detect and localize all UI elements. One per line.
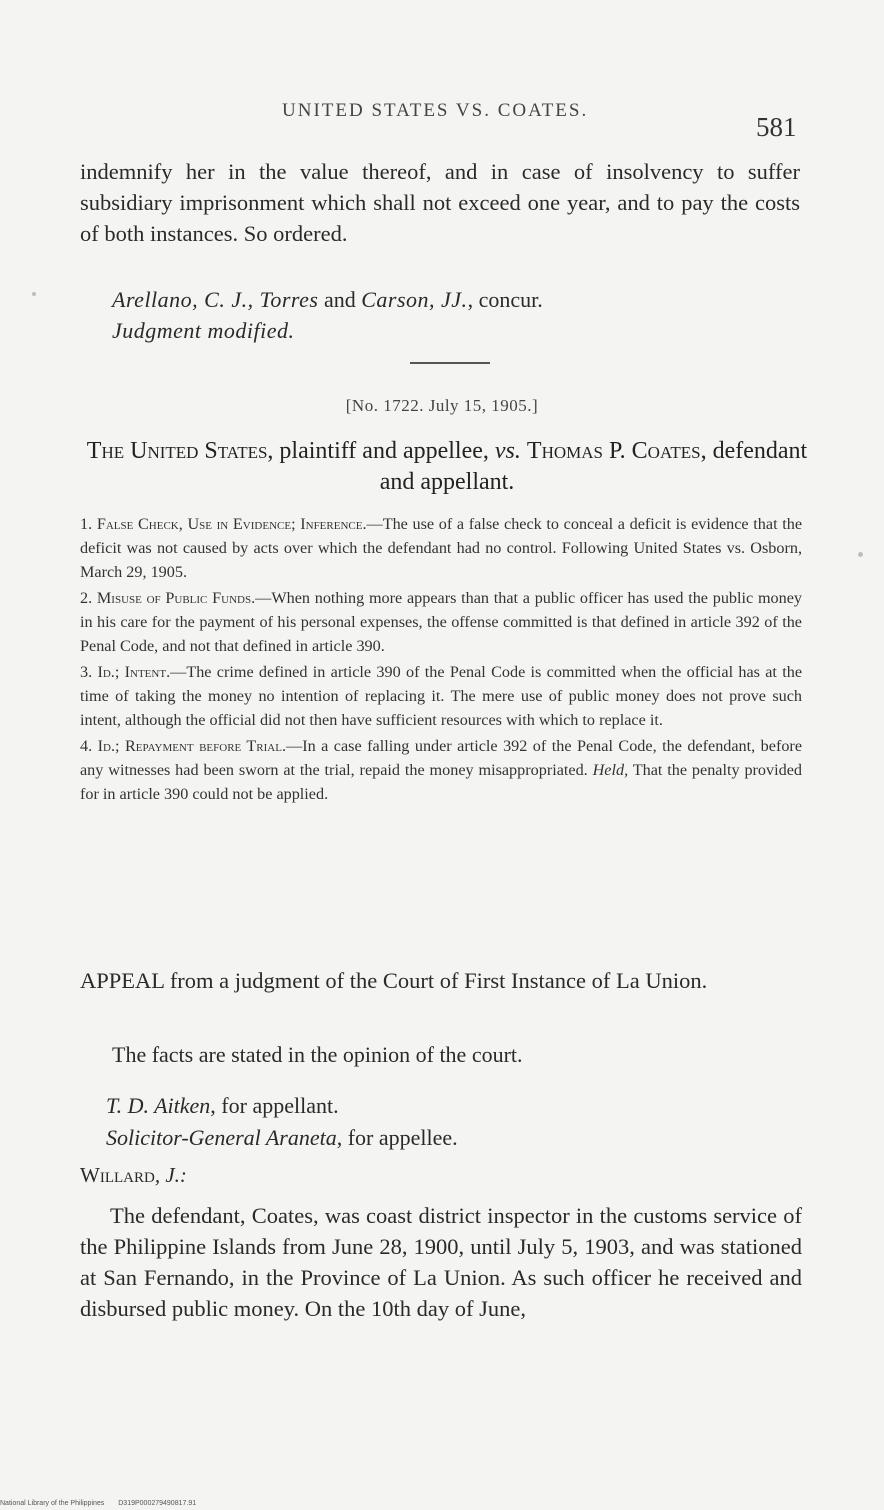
headnote-caption: Misuse of Public Funds. <box>96 589 256 607</box>
prior-case-conclusion: indemnify her in the value thereof, and in case of insolvency to suffer subsidiary imprisonment which shall not exceed one year, and to pay the costs of both instances. So ordered. <box>80 159 800 246</box>
headnote-text: —The use of a false check to conceal a deficit is evidence that the deficit was not caused by acts over which the defendant had no control. Following United States vs. Osborn, March 29, 1905. <box>80 515 803 581</box>
headnote-number: 1. <box>80 515 93 533</box>
page-number: 581 <box>756 112 797 142</box>
appeal-text: from a judgment of the Court of First Instance of La Union. <box>164 968 708 993</box>
concur-and: and <box>323 287 356 312</box>
headnote-text: —The crime defined in article 390 of the Penal Code is committed when the official has at the time of taking the money no intention of replacing it. The mere use of public money does not prove such intent, although the official did not then have sufficient resources with which to replace it. <box>80 663 803 729</box>
headnote-1 <box>80 512 802 584</box>
scan-speck <box>32 292 36 296</box>
headnote-4 <box>80 734 802 806</box>
opinion-text <box>80 1200 802 1324</box>
running-head: UNITED STATES VS. COATES. <box>282 100 589 121</box>
headnote-caption: Id.; Intent. <box>97 663 171 681</box>
appellant-counsel: T. D. Aitken <box>106 1093 211 1118</box>
counsel <box>106 1090 796 1154</box>
title-tail: , defendant and appellant. <box>379 438 808 495</box>
concurring-justices: Arellano, C. J., Torres <box>112 287 319 312</box>
section-divider <box>410 362 490 364</box>
plaintiff-name: The United States <box>86 438 268 464</box>
concurrence <box>112 284 802 346</box>
facts-statement: The facts are stated in the opinion of the court. <box>112 1042 523 1067</box>
appeal-statement <box>80 966 802 996</box>
concur-tail: , concur. <box>467 287 543 312</box>
opinion-author <box>80 1160 770 1190</box>
opinion-paragraph: The defendant, Coates, was coast district inspector in the customs service of the Philippine Islands from June 28, 1900, until July 5, 1903, and was stationed at San Fernando, in the Province of La Union. As such officer he received and disbursed public money. On the 10th day of June, <box>80 1203 802 1321</box>
scan-footer <box>0 1500 208 1507</box>
headnote-number: 2. <box>80 589 93 607</box>
syllabus <box>80 512 802 808</box>
appeal-lead: APPEAL <box>80 968 165 993</box>
versus: vs. <box>494 438 521 464</box>
headnote-text: —In a case falling under article 392 of the Penal Code, the defendant, before any witnesses had been sworn at the trial, repaid the money misappropriated. <box>80 737 802 779</box>
disposition: Judgment modified. <box>112 318 295 343</box>
headnote-text-after: That the penalty provided for in article 390 could not be applied. <box>80 761 802 803</box>
defendant-name: Thomas P. Coates <box>526 438 701 464</box>
docket-line: [No. 1722. July 15, 1905.] <box>345 396 539 415</box>
concurring-justices-2: Carson, JJ. <box>361 287 468 312</box>
footer-library: National Library of the Philippines <box>0 1500 105 1507</box>
judge-name: Willard <box>80 1163 155 1187</box>
scan-speck <box>858 552 863 557</box>
headnote-text: —When nothing more appears than that a public officer has used the public money in his care for the payment of his personal expenses, the offense committed is that defined in article 392 of the Penal Code, and not that defined in article 390. <box>80 589 803 655</box>
headnote-3 <box>80 660 802 732</box>
held-label: Held, <box>592 761 629 779</box>
headnote-caption: Id.; Repayment before Trial. <box>97 737 287 755</box>
appellant-role: , for appellant. <box>210 1093 339 1118</box>
title-mid: , plaintiff and appellee, <box>267 438 495 464</box>
appellee-role: , for appellee. <box>336 1125 458 1150</box>
judge-suffix: , J.: <box>154 1163 187 1187</box>
headnote-number: 3. <box>80 663 93 681</box>
appellee-counsel: Solicitor-General Araneta <box>106 1125 337 1150</box>
headnote-2 <box>80 586 802 658</box>
footer-id: D319P000279490817.91 <box>118 1500 197 1507</box>
headnote-caption: False Check, Use in Evidence; Inference. <box>96 515 367 533</box>
case-title <box>82 436 812 498</box>
headnote-number: 4. <box>80 737 93 755</box>
